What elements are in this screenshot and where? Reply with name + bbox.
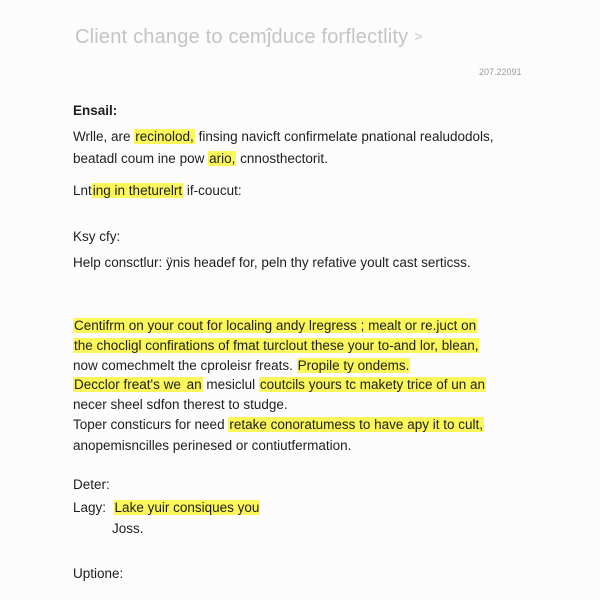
highlighted-text: an <box>186 377 202 392</box>
intro-text: finsing navicft confirmelate pnational realudodols, <box>194 129 494 144</box>
highlighted-text: ario, <box>209 151 236 166</box>
document-title <box>75 26 423 49</box>
listing-text: Lnt <box>73 183 92 198</box>
para-line-5: necer sheel sdfon therest to studge. <box>73 397 288 412</box>
highlighted-text: recinolod, <box>135 129 194 144</box>
listing-line <box>73 182 242 200</box>
lagy-label: Lagy: <box>73 500 107 515</box>
highlighted-text: Decclor freat's we <box>74 377 185 392</box>
help-line: Help consctlur: ÿnis headef for, peln thy refative yoult cast serticss. <box>73 255 471 270</box>
highlighted-text: Centifrm on your cout for localing andy lregress ; mealt or re.juct on <box>74 318 477 333</box>
document-id: 207.22091 <box>479 67 522 77</box>
key-city-label: Ksy cfy: <box>73 229 121 244</box>
uptione-label: Uptione: <box>73 566 124 581</box>
highlighted-text: Lake yuir consiques you <box>114 500 260 515</box>
document-title-text: Client change to cemĵduce forflectlity <box>75 26 409 48</box>
para-line-2 <box>73 337 479 355</box>
highlighted-text: ing in theturelrt <box>92 183 183 198</box>
intro-text: cnnosthectorit. <box>236 151 328 166</box>
para-line-7: anopemisncilles perinesed or contiutfermation. <box>73 438 352 453</box>
deter-label: Deter: <box>73 477 110 492</box>
highlighted-text: Propile ty ondems. <box>297 358 410 373</box>
para-line-6 <box>73 416 484 434</box>
para-text: now comechmelt the cproleisr freats. <box>73 358 297 373</box>
intro-line-1 <box>73 128 494 146</box>
chevron-right-icon[interactable]: > <box>414 28 423 44</box>
highlighted-text: the chocligl confirations of fmat turclout these your to-and lor, blean, <box>74 338 479 353</box>
intro-line-2 <box>73 150 328 168</box>
para-line-1 <box>73 317 477 335</box>
para-text: Toper consticurs for need <box>73 417 229 432</box>
joss-line: Joss. <box>112 521 144 536</box>
email-heading: Ensail: <box>73 103 118 118</box>
para-line-4 <box>73 376 486 394</box>
para-text: mesiclul <box>202 377 259 392</box>
highlighted-text: coutcils yours tc makety trice of un an <box>259 377 486 392</box>
highlighted-text: retake conoratumess to have apy it to cult, <box>229 417 483 432</box>
intro-text: Wrlle, are <box>73 129 135 144</box>
listing-text: if-coucut: <box>183 183 242 198</box>
intro-text: beatadl coum ine pow <box>73 151 209 166</box>
para-line-3 <box>73 357 410 375</box>
lagy-line <box>73 499 260 517</box>
